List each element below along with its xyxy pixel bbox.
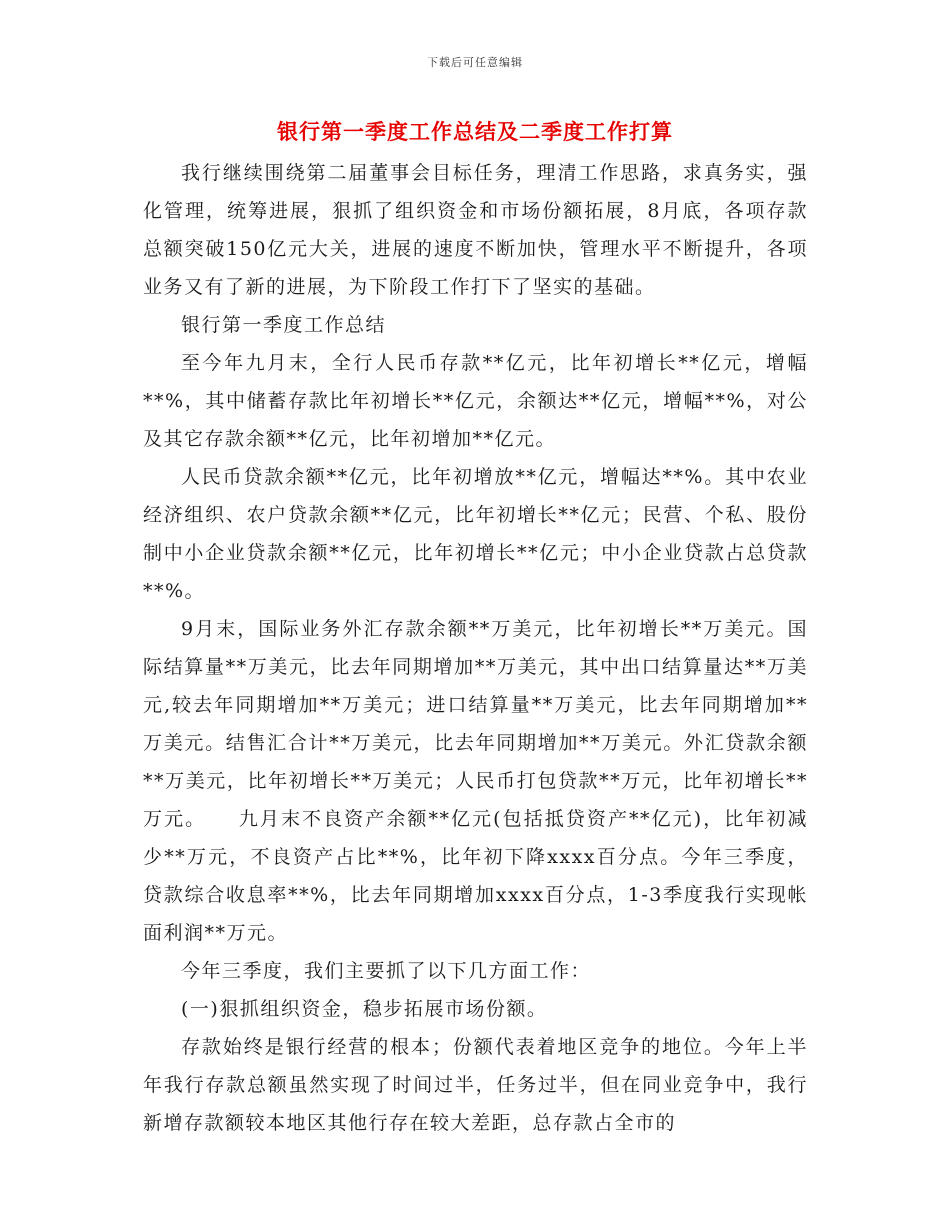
paragraph-loans: 人民币贷款余额**亿元，比年初增放**亿元，增幅达**%。其中农业经济组织、农户贷款余额**亿元，比年初增长**亿元；民营、个私、股份制中小企业贷款余额**亿元，比年初增长**亿元；中小企业贷款占总贷款**%。 — [143, 466, 808, 602]
paragraph-section-heading: 银行第一季度工作总结 — [181, 314, 387, 336]
paragraph-subheading-1: (一)狠抓组织资金，稳步拓展市场份额。 — [181, 998, 548, 1020]
document-body — [143, 154, 808, 1142]
paragraph-international: 9月末，国际业务外汇存款余额**万美元，比年初增长**万美元。国际结算量**万美元，比去年同期增加**万美元，其中出口结算量达**万美元,较去年同期增加**万美元；进口结算量**万美元，比去年同期增加**万美元。结售汇合计**万美元，比去年同期增加**万美元。外汇贷款余额**万美元，比年初增长**万美元；人民币打包贷款**万元，比年初增长**万元。 九月末不良资产余额**亿元(包括抵贷资产**亿元)，比年初减少**万元，不良资产占比**%，比年初下降xxxx百分点。今年三季度，贷款综合收息率**%，比去年同期增加xxxx百分点，1-3季度我行实现帐面利润**万元。 — [143, 618, 808, 944]
paragraph-work-intro: 今年三季度，我们主要抓了以下几方面工作： — [181, 960, 592, 982]
paragraph-deposit-focus: 存款始终是银行经营的根本；份额代表着地区竞争的地位。今年上半年我行存款总额虽然实现了时间过半，任务过半，但在同业竞争中，我行新增存款额较本地区其他行存在较大差距，总存款占全市的 — [143, 1036, 808, 1134]
header-note: 下载后可任意编辑 — [427, 56, 523, 69]
document-title: 银行第一季度工作总结及二季度工作打算 — [277, 119, 673, 144]
paragraph-deposits: 至今年九月末，全行人民币存款**亿元，比年初增长**亿元，增幅**%，其中储蓄存款比年初增长**亿元，余额达**亿元，增幅**%，对公及其它存款余额**亿元，比年初增加**亿元。 — [143, 352, 808, 450]
paragraph-intro: 我行继续围绕第二届董事会目标任务，理清工作思路，求真务实，强化管理，统筹进展，狠抓了组织资金和市场份额拓展，8月底，各项存款总额突破150亿元大关，进展的速度不断加快，管理水平不断提升，各项业务又有了新的进展，为下阶段工作打下了坚实的基础。 — [143, 162, 808, 298]
